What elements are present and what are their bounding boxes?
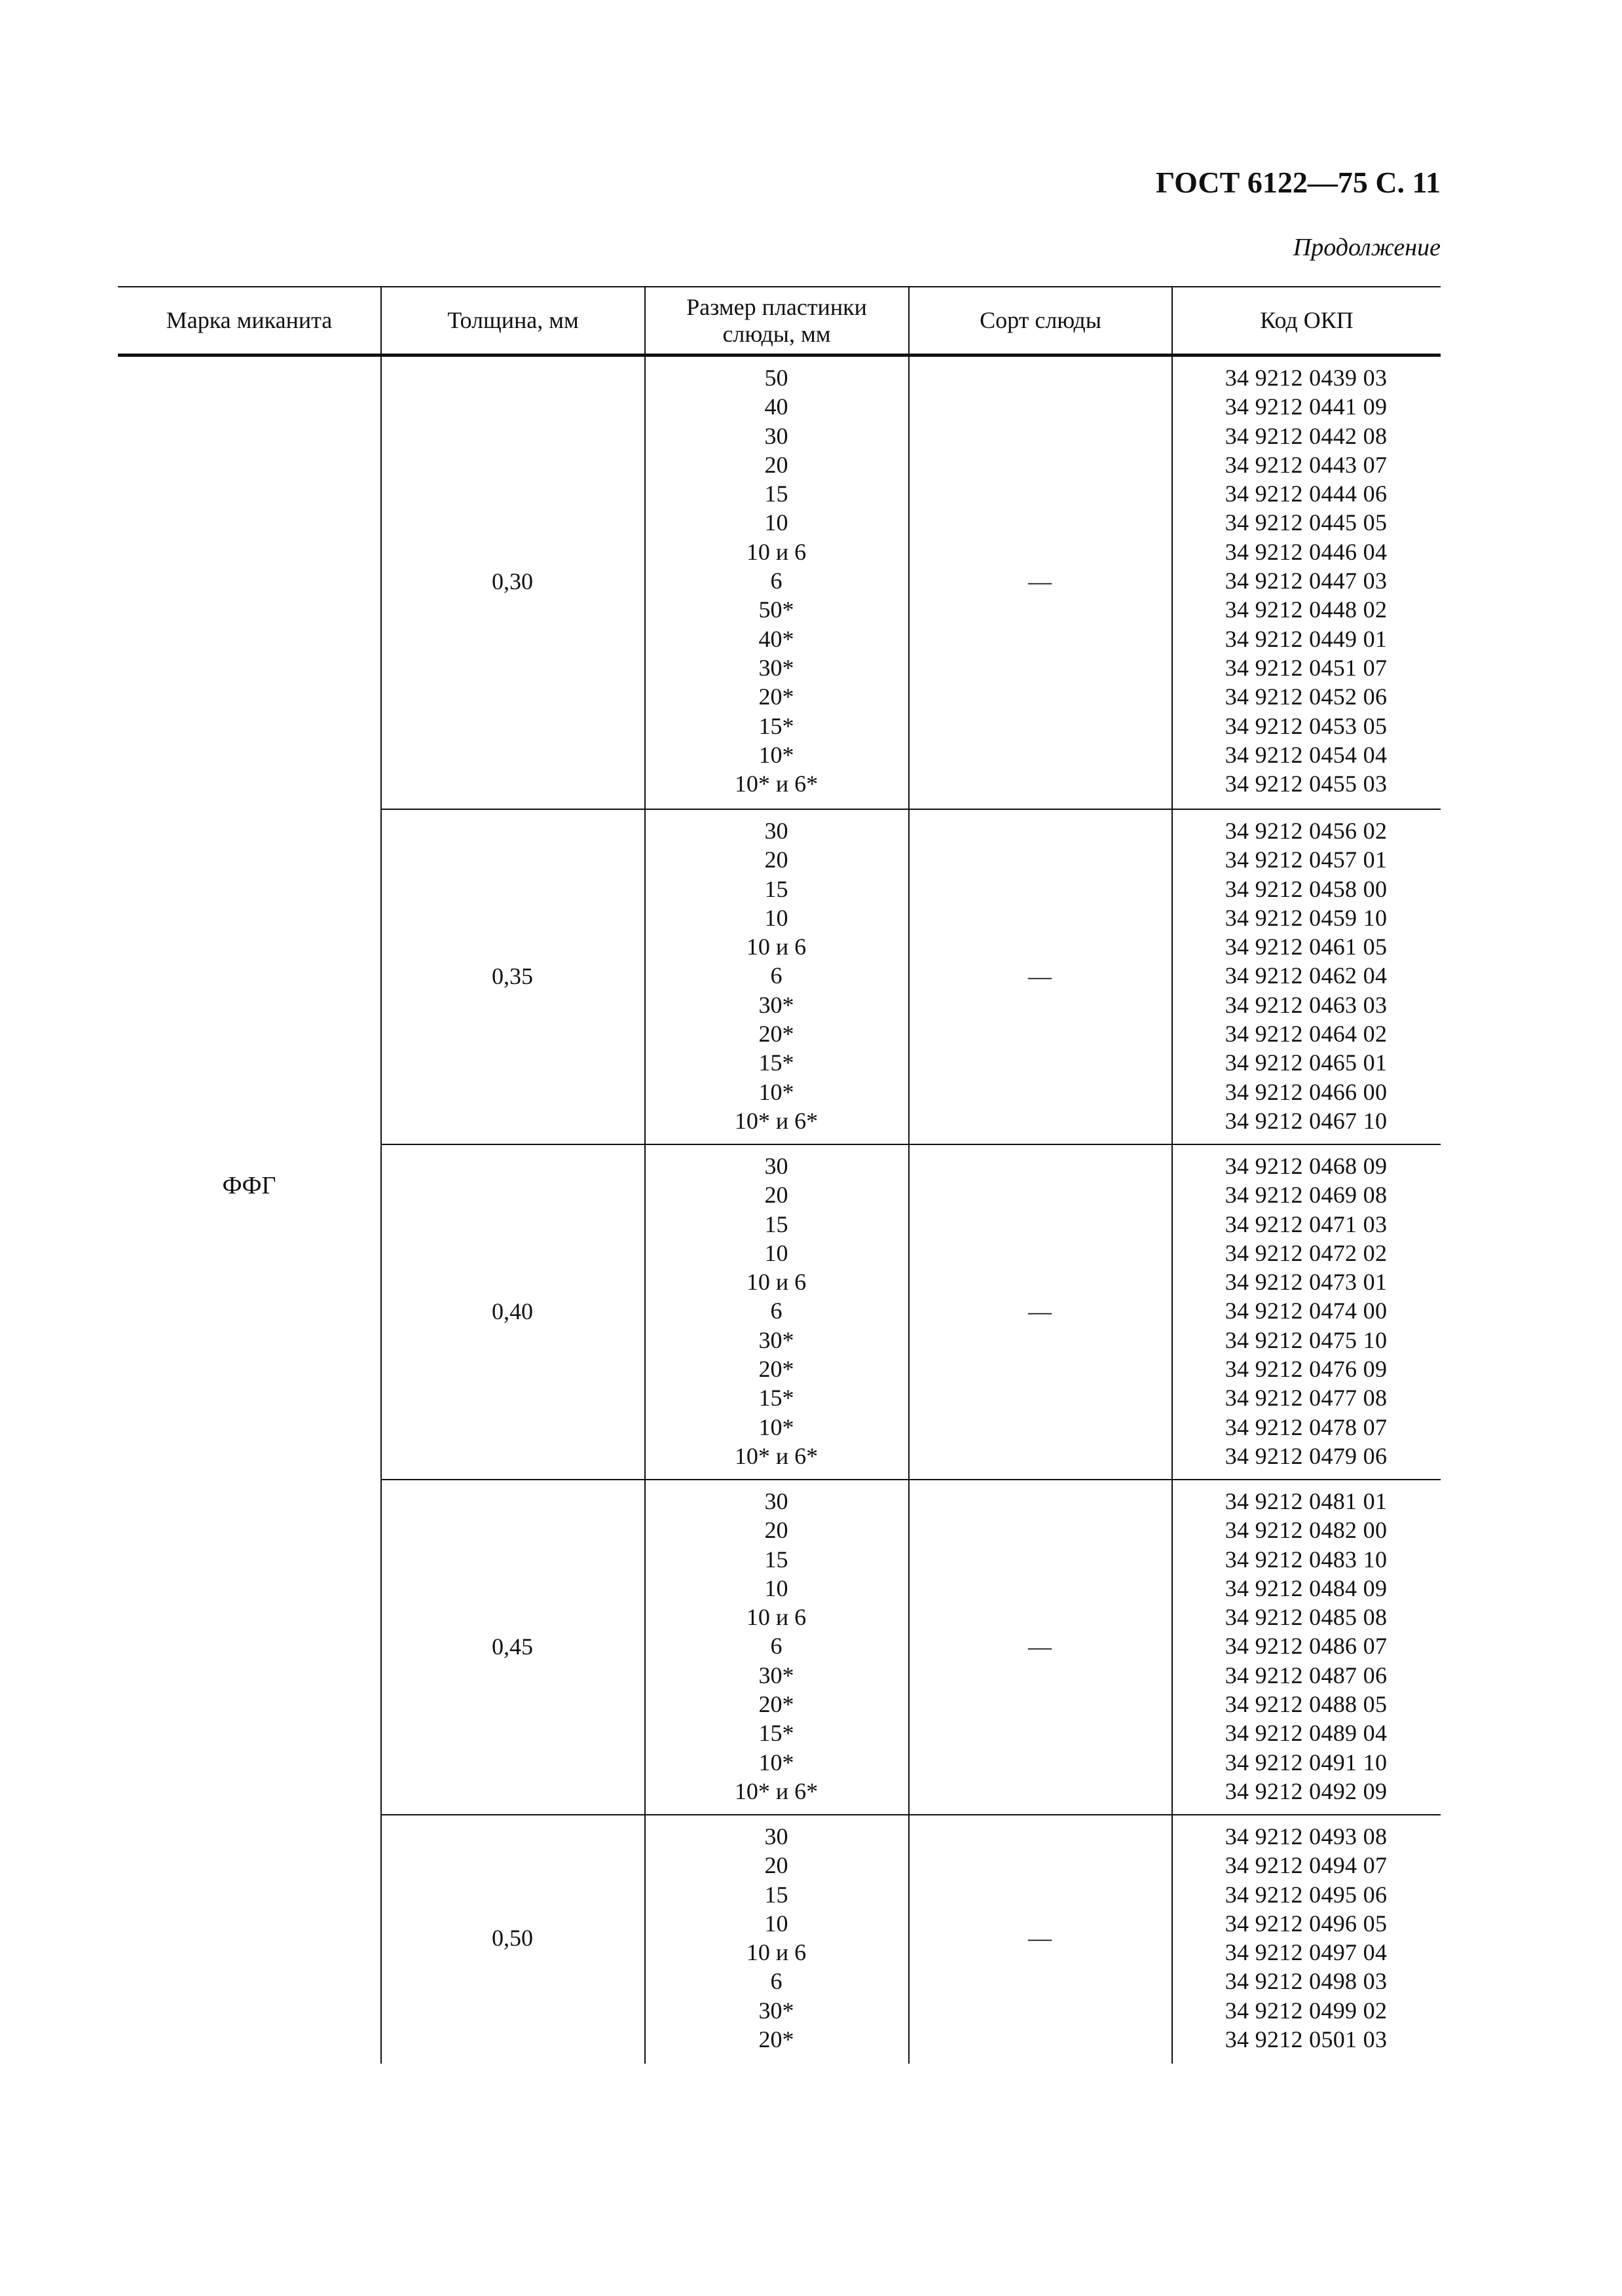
list-item: 34 9212 0443 07 [1225,451,1388,478]
thickness-cell: 0,30 [492,568,533,594]
list-item: 10 [764,1575,788,1601]
header-thickness: Толщина, мм [447,307,579,334]
list-item: 20* [758,1356,794,1383]
list-item: 34 9212 0451 07 [1225,654,1388,681]
list-item: 34 9212 0464 02 [1225,1021,1388,1048]
list-item: 34 9212 0467 10 [1225,1107,1388,1134]
list-item: 50 [764,365,788,391]
list-item: 20* [758,1021,794,1048]
list-item: 15* [758,1385,794,1412]
group-separator [380,1144,1441,1145]
list-item: 34 9212 0447 03 [1225,568,1388,594]
plate-size-list [644,816,908,1135]
mica-grade: ФФГ [222,1172,276,1199]
list-item: 34 9212 0489 04 [1225,1720,1388,1747]
list-item: 20 [764,847,788,873]
list-item: 20* [758,683,794,710]
header-bottom-rule [118,354,1441,357]
header-plate-size: Размер пластинки слюды, мм [686,293,867,347]
list-item: 10 и 6 [746,538,807,565]
list-item: 34 9212 0484 09 [1225,1575,1388,1601]
list-item: 34 9212 0482 00 [1225,1517,1388,1544]
group-separator [380,1479,1441,1480]
mica-sort-cell: — [1028,1298,1052,1324]
list-item: 15 [764,1211,788,1237]
list-item: 34 9212 0463 03 [1225,991,1388,1018]
list-item: 10 [764,1239,788,1266]
thickness-cell: 0,50 [492,1925,533,1951]
list-item: 10 и 6 [746,1604,807,1631]
list-item: 34 9212 0496 05 [1225,1910,1388,1937]
list-item: 20 [764,451,788,478]
list-item: 34 9212 0441 09 [1225,393,1388,420]
list-item: 10* и 6* [734,1107,819,1134]
list-item: 6 [770,1298,783,1324]
list-item: 34 9212 0479 06 [1225,1442,1388,1469]
list-item: 10* [758,1413,794,1440]
mica-sort-cell: — [1028,1925,1052,1951]
list-item: 34 9212 0469 08 [1225,1182,1388,1209]
list-item: 15 [764,1546,788,1573]
list-item: 34 9212 0485 08 [1225,1604,1388,1631]
list-item: 15 [764,481,788,507]
list-item: 34 9212 0486 07 [1225,1633,1388,1660]
list-item: 30* [758,1326,794,1353]
continuation-label: Продолжение [1293,234,1441,261]
thickness-cell: 0,40 [492,1298,533,1324]
list-item: 34 9212 0483 10 [1225,1546,1388,1573]
list-item: 10* [758,1078,794,1105]
list-item: 10 [764,1910,788,1937]
mica-sort-cell: — [1028,1633,1052,1660]
list-item: 34 9212 0454 04 [1225,741,1388,768]
list-item: 15* [758,712,794,739]
list-item: 15* [758,1049,794,1076]
list-item: 34 9212 0458 00 [1225,875,1388,902]
plate-size-list [644,363,908,798]
list-item: 30* [758,1997,794,2024]
list-item: 10 [764,509,788,536]
okp-code-list [1171,363,1441,798]
list-item: 34 9212 0461 05 [1225,934,1388,960]
list-item: 34 9212 0501 03 [1225,2026,1388,2053]
thickness-cell: 0,45 [492,1633,533,1660]
list-item: 34 9212 0499 02 [1225,1997,1388,2024]
group-separator [380,1814,1441,1815]
list-item: 34 9212 0468 09 [1225,1153,1388,1179]
list-item: 34 9212 0488 05 [1225,1691,1388,1718]
mica-sort-cell: — [1028,568,1052,594]
header-grade: Марка миканита [166,307,333,334]
list-item: 34 9212 0495 06 [1225,1881,1388,1908]
okp-code-list [1171,816,1441,1135]
list-item: 34 9212 0465 01 [1225,1049,1388,1076]
okp-code-list [1171,1487,1441,1806]
list-item: 34 9212 0487 06 [1225,1662,1388,1688]
list-item: 34 9212 0481 01 [1225,1488,1388,1514]
list-item: 34 9212 0494 07 [1225,1852,1388,1879]
list-item: 50* [758,596,794,623]
list-item: 34 9212 0472 02 [1225,1239,1388,1266]
list-item: 15 [764,1881,788,1908]
list-item: 20* [758,1691,794,1718]
plate-size-list [644,1487,908,1806]
list-item: 10 и 6 [746,1939,807,1966]
list-item: 34 9212 0456 02 [1225,818,1388,844]
list-item: 34 9212 0498 03 [1225,1968,1388,1995]
list-item: 30* [758,654,794,681]
list-item: 10* [758,1749,794,1776]
list-item: 34 9212 0491 10 [1225,1749,1388,1776]
list-item: 34 9212 0452 06 [1225,683,1388,710]
list-item: 6 [770,568,783,594]
mica-sort-cell: — [1028,963,1052,989]
list-item: 34 9212 0442 08 [1225,422,1388,449]
list-item: 30 [764,818,788,844]
header-okp-code: Код ОКП [1260,307,1354,334]
list-item: 30 [764,1823,788,1850]
list-item: 34 9212 0453 05 [1225,712,1388,739]
list-item: 10* и 6* [734,1442,819,1469]
list-item: 10 и 6 [746,1269,807,1296]
header-mica-sort: Сорт слюды [980,307,1101,334]
list-item: 30 [764,1153,788,1179]
list-item: 34 9212 0457 01 [1225,847,1388,873]
list-item: 34 9212 0493 08 [1225,1823,1388,1850]
list-item: 6 [770,1968,783,1995]
list-item: 34 9212 0444 06 [1225,481,1388,507]
list-item: 34 9212 0459 10 [1225,904,1388,931]
list-item: 34 9212 0478 07 [1225,1413,1388,1440]
list-item: 10* и 6* [734,1777,819,1804]
list-item: 10* и 6* [734,771,819,797]
list-item: 34 9212 0471 03 [1225,1211,1388,1237]
list-item: 10* [758,741,794,768]
list-item: 15* [758,1720,794,1747]
thickness-cell: 0,35 [492,963,533,989]
group-separator [380,809,1441,810]
list-item: 30 [764,422,788,449]
list-item: 6 [770,1633,783,1660]
list-item: 34 9212 0462 04 [1225,962,1388,989]
list-item: 34 9212 0449 01 [1225,625,1388,652]
list-item: 34 9212 0448 02 [1225,596,1388,623]
list-item: 20 [764,1182,788,1209]
list-item: 6 [770,962,783,989]
list-item: 34 9212 0475 10 [1225,1326,1388,1353]
okp-code-list [1171,1152,1441,1470]
list-item: 34 9212 0492 09 [1225,1777,1388,1804]
column-divider [380,286,382,2064]
list-item: 40* [758,625,794,652]
list-item: 34 9212 0439 03 [1225,365,1388,391]
list-item: 30* [758,991,794,1018]
list-item: 15 [764,875,788,902]
column-divider [908,286,910,2064]
okp-code-list [1171,1822,1441,2054]
list-item: 34 9212 0474 00 [1225,1298,1388,1324]
plate-size-list [644,1152,908,1470]
list-item: 30 [764,1488,788,1514]
list-item: 34 9212 0476 09 [1225,1356,1388,1383]
list-item: 34 9212 0455 03 [1225,771,1388,797]
list-item: 20 [764,1517,788,1544]
list-item: 34 9212 0477 08 [1225,1385,1388,1412]
mica-table [118,286,1441,2064]
list-item: 34 9212 0497 04 [1225,1939,1388,1966]
list-item: 34 9212 0466 00 [1225,1078,1388,1105]
list-item: 40 [764,393,788,420]
list-item: 10 и 6 [746,934,807,960]
list-item: 10 [764,904,788,931]
list-item: 34 9212 0445 05 [1225,509,1388,536]
list-item: 34 9212 0473 01 [1225,1269,1388,1296]
list-item: 34 9212 0446 04 [1225,538,1388,565]
list-item: 30* [758,1662,794,1688]
plate-size-list [644,1822,908,2054]
page-header: ГОСТ 6122—75 С. 11 [1155,166,1441,199]
list-item: 20* [758,2026,794,2053]
list-item: 20 [764,1852,788,1879]
